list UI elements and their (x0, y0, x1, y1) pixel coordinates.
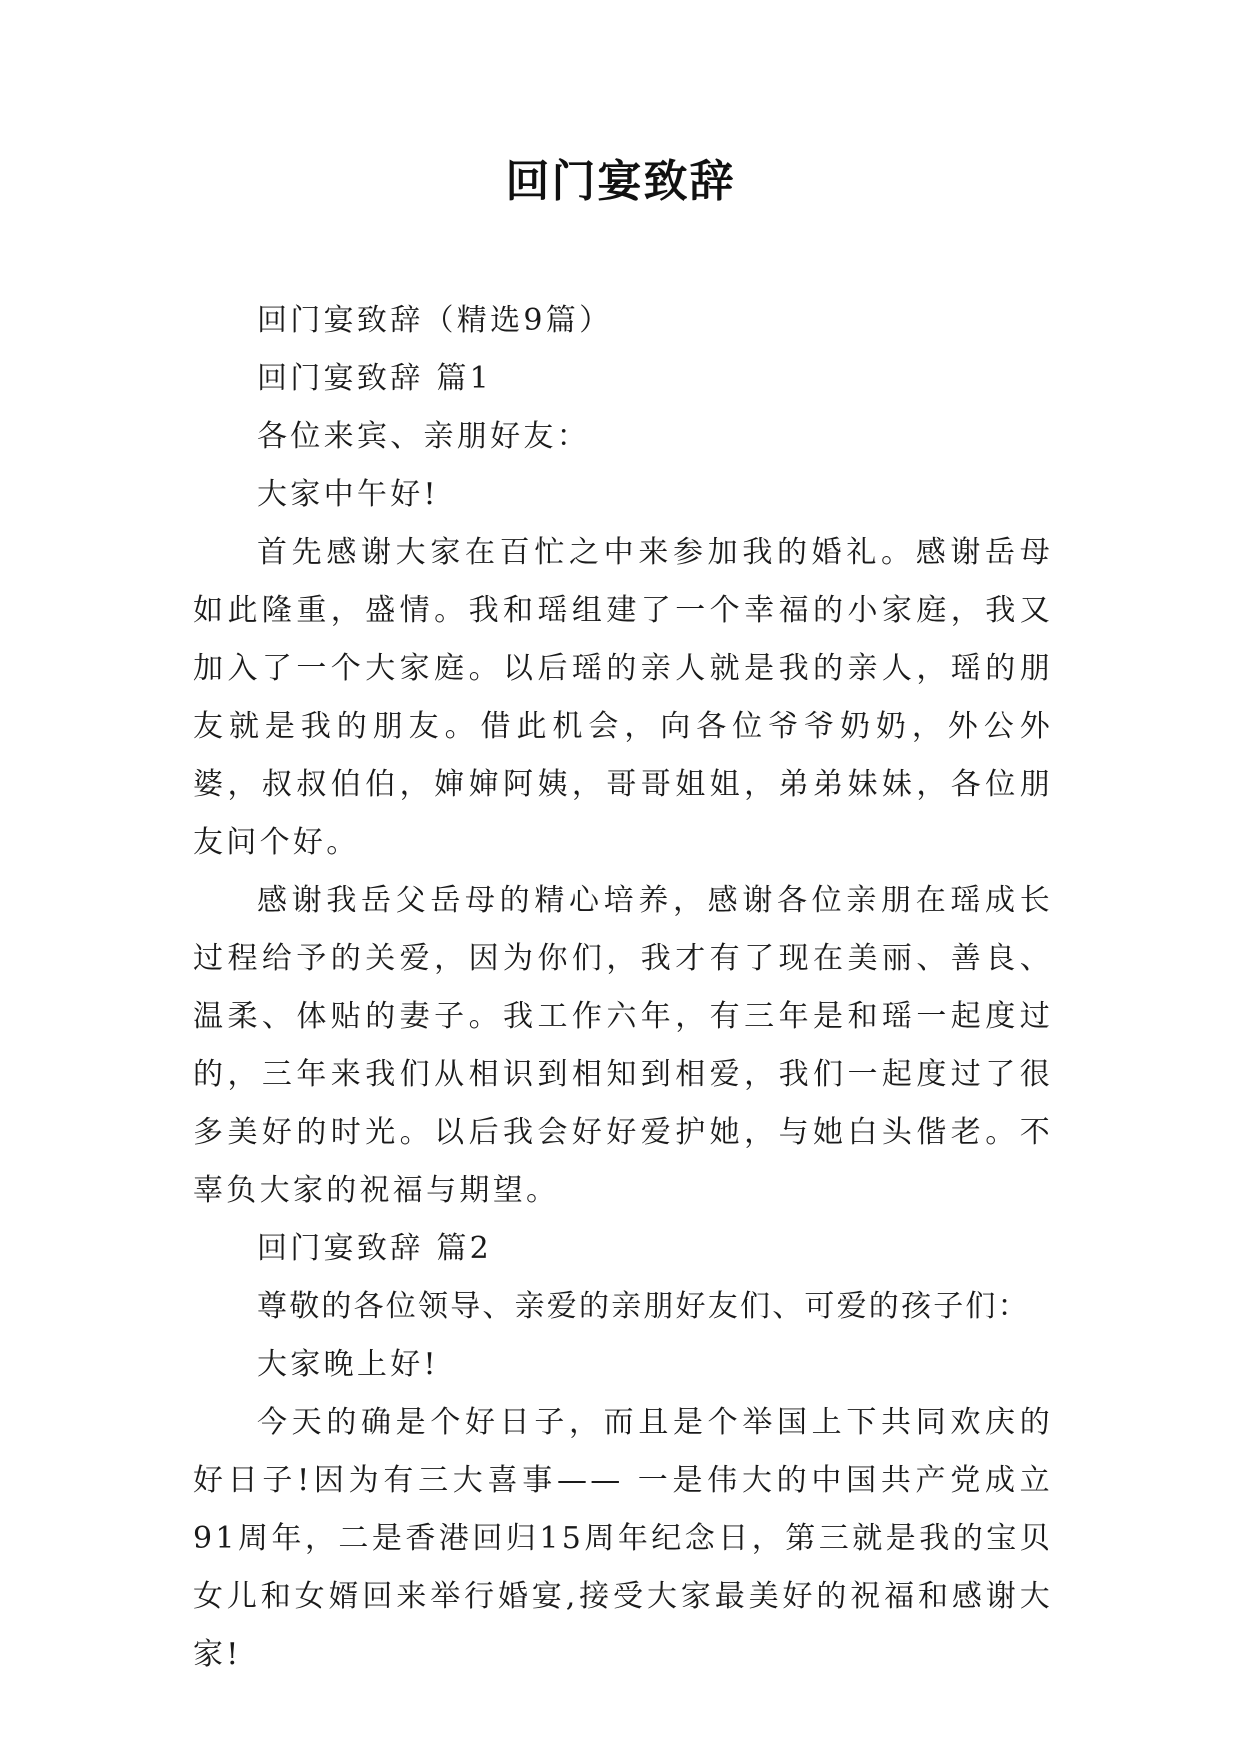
body-paragraph: 今天的确是个好日子，而且是个举国上下共同欢庆的好日子!因为有三大喜事—— 一是伟大的中国共产党成立91周年，二是香港回归15周年纪念日，第三就是我的宝贝女儿和女婿回来举行婚宴,接受大家最美好的祝福和感谢大家! (193, 1405, 1053, 1672)
greeting-2: 大家晚上好! (257, 1347, 439, 1382)
greeting-1: 大家中午好! (257, 477, 439, 512)
salutation-1: 各位来宾、亲朋好友： (257, 419, 590, 454)
body-paragraph: 感谢我岳父岳母的精心培养，感谢各位亲朋在瑶成长过程给予的关爱，因为你们，我才有了现在美丽、善良、温柔、体贴的妻子。我工作六年，有三年是和瑶一起度过的，三年来我们从相识到相知到相爱，我们一起度过了很多美好的时光。以后我会好好爱护她，与她白头偕老。不辜负大家的祝福与期望。 (193, 883, 1053, 1208)
body-paragraph: 首先感谢大家在百忙之中来参加我的婚礼。感谢岳母如此隆重，盛情。我和瑶组建了一个幸福的小家庭，我又加入了一个大家庭。以后瑶的亲人就是我的亲人，瑶的朋友就是我的朋友。借此机会，向各位爷爷奶奶，外公外婆，叔叔伯伯，婶婶阿姨，哥哥姐姐，弟弟妹妹，各位朋友问个好。 (193, 535, 1053, 860)
document-title: 回门宴致辞 (505, 156, 736, 207)
collection-heading: 回门宴致辞（精选9篇） (257, 303, 613, 338)
section-heading-1: 回门宴致辞 篇1 (257, 361, 493, 396)
document-body (193, 292, 1053, 1684)
section-heading-2: 回门宴致辞 篇2 (257, 1231, 493, 1266)
salutation-2: 尊敬的各位领导、亲爱的亲朋好友们、可爱的孩子们： (257, 1289, 1030, 1324)
